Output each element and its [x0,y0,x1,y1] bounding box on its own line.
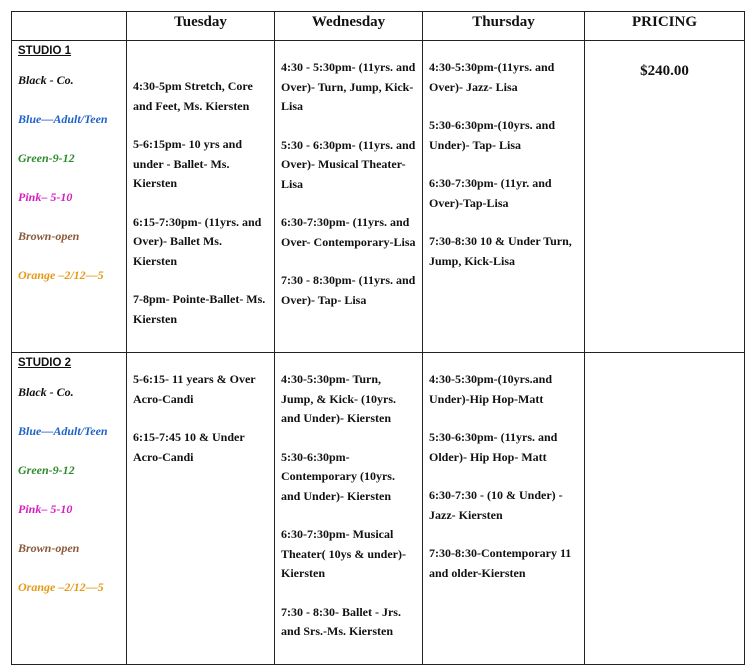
studio1-wednesday-classes [275,41,422,310]
studio2-wednesday-cell [275,353,423,665]
class-entry: 7-8pm- Pointe-Ballet- Ms. Kiersten [133,292,266,326]
studio2-tuesday-classes [127,353,274,467]
class-entry: 7:30 - 8:30- Ballet - Jrs. and Srs.-Ms. Kiersten [281,604,401,638]
class-entry: 6:15-7:45 10 & Under Acro-Candi [133,430,245,464]
studio1-level-5: Orange –2/12—5 [18,268,104,282]
studio1-tuesday-classes [127,41,274,329]
studio2-row [12,353,745,665]
header-pricing: PRICING [585,12,745,41]
class-entry: 5-6:15- 11 years & Over Acro-Candi [133,372,256,406]
class-entry: 6:30-7:30pm- (11yr. and Over)-Tap-Lisa [429,176,552,210]
studio1-tuesday-cell [127,41,275,353]
class-entry: 7:30-8:30-Contemporary 11 and older-Kiersten [429,546,572,580]
class-entry: 7:30-8:30 10 & Under Turn, Jump, Kick-Lisa [429,234,572,268]
class-entry: 5:30 - 6:30pm- (11yrs. and Over)- Musical Theater- Lisa [281,137,416,191]
studio1-pricing-cell [585,41,745,353]
studio1-level-1: Blue—Adult/Teen [18,112,108,126]
studio2-level-5: Orange –2/12—5 [18,580,104,594]
studio2-level-2: Green-9-12 [18,463,75,477]
studio1-level-2: Green-9-12 [18,151,75,165]
studio2-title: STUDIO 2 [18,357,72,369]
studio1-wednesday-cell [275,41,423,353]
header-wednesday: Wednesday [275,12,423,41]
studio2-tuesday-cell [127,353,275,665]
class-entry: 5-6:15pm- 10 yrs and under - Ballet- Ms. Kiersten [133,137,243,190]
class-entry: 6:15-7:30pm- (11yrs. and Over)- Ballet Ms. Kiersten [133,214,262,268]
class-entry: 4:30-5pm Stretch, Core and Feet, Ms. Kiersten [133,79,253,113]
studio1-level-3: Pink– 5-10 [18,190,73,204]
class-entry: 4:30 - 5:30pm- (11yrs. and Over)- Turn, Jump, Kick- Lisa [281,60,416,113]
class-entry: 4:30-5:30pm-(10yrs.and Under)-Hip Hop-Matt [429,372,552,406]
studio1-price: $240.00 [640,63,689,79]
class-entry: 5:30-6:30pm-(10yrs. and Under)- Tap- Lisa [429,118,555,152]
studio1-thursday-classes [423,41,584,271]
class-entry: 4:30-5:30pm-(11yrs. and Over)- Jazz- Lisa [429,60,555,94]
studio1-title: STUDIO 1 [18,45,72,57]
header-thursday: Thursday [423,12,585,41]
studio1-level-0: Black - Co. [18,73,74,87]
studio2-thursday-classes [423,353,584,583]
studio2-pricing-cell [585,353,745,665]
header-row [12,12,745,41]
studio2-level-3: Pink– 5-10 [18,502,73,516]
header-tuesday: Tuesday [127,12,275,41]
studio2-wednesday-classes [275,353,422,642]
studio2-level-4: Brown-open [18,541,80,555]
class-entry: 4:30-5:30pm- Turn, Jump, & Kick- (10yrs. and Under)- Kiersten [281,372,396,425]
studio2-thursday-cell [423,353,585,665]
studio1-level-4: Brown-open [18,229,80,243]
class-entry: 6:30-7:30pm- Musical Theater( 10ys & under)- Kiersten [281,527,406,580]
studio1-thursday-cell [423,41,585,353]
class-entry: 7:30 - 8:30pm- (11yrs. and Over)- Tap- Lisa [281,273,416,307]
studio1-levels-cell [12,41,127,353]
class-entry: 5:30-6:30pm- Contemporary (10yrs. and Under)- Kiersten [281,449,395,503]
studio2-level-0: Black - Co. [18,385,74,399]
class-entry: 6:30-7:30pm- (11yrs. and Over- Contemporary-Lisa [281,215,416,249]
class-entry: 6:30-7:30 - (10 & Under) - Jazz- Kiersten [429,488,563,522]
studio2-levels-cell [12,353,127,665]
studio1-row [12,41,745,353]
studio2-level-1: Blue—Adult/Teen [18,424,108,438]
header-blank [12,12,127,41]
class-entry: 5:30-6:30pm- (11yrs. and Older)- Hip Hop- Matt [429,430,558,464]
schedule-table [11,11,745,665]
